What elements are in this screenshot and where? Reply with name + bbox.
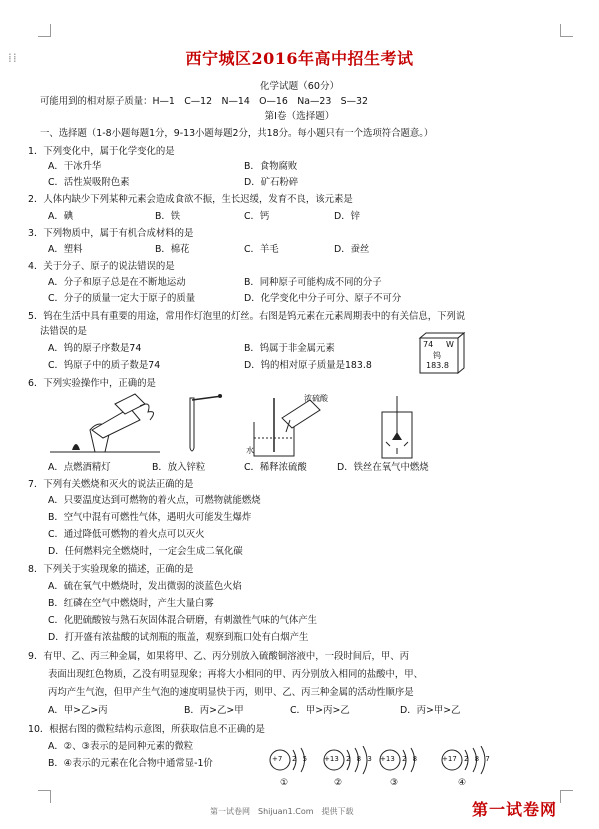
particle-diagram-3	[378, 746, 438, 796]
particle-diagram-4	[440, 746, 500, 796]
particle-4-shells: 2 8 7	[464, 755, 492, 763]
element-number: 74	[423, 340, 434, 349]
q6-option-d: D．铁丝在氧气中燃烧	[337, 462, 429, 473]
q4-option-b: B．同种原子可能构成不同的分子	[244, 277, 382, 288]
q3-option-d: D．蚕丝	[334, 244, 370, 255]
q1-option-a: A．干冰升华	[48, 161, 102, 172]
footer-text: 第一试卷网 Shijuan1.Com 提供下载	[210, 807, 354, 816]
alcohol-lamp-illustration	[40, 390, 170, 456]
q9-option-d: D．丙>甲>乙	[400, 705, 461, 716]
q5-option-a: A．钨的原子序数是74	[48, 343, 142, 354]
acid-label: 浓硫酸	[304, 394, 328, 403]
q9-option-b: B．丙>乙>甲	[184, 705, 244, 716]
q3-option-c: C．羊毛	[244, 244, 279, 255]
particle-4-label: ④	[458, 778, 467, 788]
question-7-stem: 7．下列有关燃烧和灭火的说法正确的是	[28, 479, 194, 490]
corner-mark-bottom-right	[560, 790, 573, 803]
q4-option-d: D．化学变化中分子可分、原子不可分	[244, 293, 402, 304]
q7-option-b: B．空气中混有可燃性气体，遇明火可能发生爆炸	[48, 512, 252, 523]
element-symbol: W	[446, 340, 454, 349]
q6-option-a: A．点燃酒精灯	[48, 462, 111, 473]
question-1-stem: 1．下列变化中，属于化学变化的是	[28, 146, 175, 157]
q5-option-d: D．钨的相对原子质量是183.8	[244, 360, 372, 371]
particle-1-nucleus: +7	[272, 755, 283, 763]
q10-option-b: B．④表示的元素在化合物中通常显-1价	[48, 758, 213, 769]
q1-option-b: B．食物腐败	[244, 161, 298, 172]
question-9-stem-line2: 表面出现红色物质，乙没有明显现象；再将大小相同的甲、丙分别放入相同的盐酸中，甲、	[48, 669, 424, 680]
particle-2-shells: 2 8 3	[346, 755, 374, 763]
corner-mark-top-right	[560, 24, 573, 37]
q6-option-b: B．放入锌粒	[152, 462, 206, 473]
q1-option-d: D．矿石粉碎	[244, 177, 299, 188]
q6-option-c: C．稀释浓硫酸	[244, 462, 307, 473]
element-name: 钨	[433, 351, 441, 360]
particle-1-shells: 2 5	[292, 755, 310, 763]
particle-4-nucleus: +17	[442, 755, 457, 763]
q9-option-c: C．甲>丙>乙	[290, 705, 350, 716]
particle-1-label: ①	[280, 778, 289, 788]
question-5-stem: 5．钨在生活中具有重要的用途，常用作灯泡里的灯丝。右图是钨元素在元素周期表中的有关信息，下列说	[28, 311, 466, 322]
q9-option-a: A．甲>乙>丙	[48, 705, 108, 716]
question-8-stem: 8．下列关于实验现象的描述，正确的是	[28, 564, 194, 575]
particle-diagram-1	[268, 746, 328, 796]
question-10-stem: 10．根据右图的微粒结构示意图，所获取信息不正确的是	[28, 724, 265, 735]
section-heading: 第Ⅰ卷（选择题）	[264, 111, 335, 122]
particle-diagram-2	[322, 746, 382, 796]
particle-3-shells: 2 8	[402, 755, 420, 763]
gas-jar-illustration	[372, 396, 422, 460]
question-9-stem: 9．有甲、乙、丙三种金属，如果将甲、乙、丙分别放入硫酸铜溶液中，一段时间后，甲、丙	[28, 651, 409, 662]
question-4-stem: 4．关于分子、原子的说法错误的是	[28, 261, 175, 272]
test-tube-illustration	[180, 392, 230, 458]
q3-option-b: B．棉花	[155, 244, 190, 255]
instruction: 一、选择题（1-8小题每题1分，9-13小题每题2分，共18分。每小题只有一个选项符合题意。）	[40, 128, 434, 139]
q5-option-c: C．钨原子中的质子数是74	[48, 360, 161, 371]
q2-option-a: A．碘	[48, 211, 74, 222]
q3-option-a: A．塑料	[48, 244, 83, 255]
question-3-stem: 3．下列物质中，属于有机合成材料的是	[28, 228, 194, 239]
q8-option-b: B．红磷在空气中燃烧时，产生大量白雾	[48, 598, 214, 609]
q2-option-b: B．铁	[155, 211, 181, 222]
q2-option-c: C．钙	[244, 211, 270, 222]
question-2-stem: 2．人体内缺少下列某种元素会造成食欲不振，生长迟缓，发育不良，该元素是	[28, 194, 353, 205]
corner-mark-top-left	[38, 24, 51, 37]
q4-option-a: A．分子和原子总是在不断地运动	[48, 277, 186, 288]
brand-watermark: 第一试卷网	[472, 800, 558, 819]
question-5-stem-continued: 法错误的是	[40, 326, 87, 337]
q8-option-a: A．硫在氧气中燃烧时，发出微弱的淡蓝色火焰	[48, 581, 242, 592]
q10-option-a: A．②、③表示的是同种元素的微粒	[48, 741, 194, 752]
q7-option-a: A．只要温度达到可燃物的着火点，可燃物就能燃烧	[48, 495, 261, 506]
q1-option-c: C．活性炭吸附色素	[48, 177, 130, 188]
q5-option-b: B．钨属于非金属元素	[244, 343, 335, 354]
q8-option-d: D．打开盛有浓盐酸的试剂瓶的瓶盖，观察到瓶口处有白烟产生	[48, 632, 309, 643]
q8-option-c: C．化肥硫酸铵与熟石灰固体混合研磨，有刺激性气味的气体产生	[48, 615, 318, 626]
element-tile	[416, 332, 466, 374]
question-6-stem: 6．下列实验操作中，正确的是	[28, 378, 156, 389]
q2-option-d: D．锌	[334, 211, 360, 222]
particle-3-label: ③	[390, 778, 399, 788]
particle-2-nucleus: +13	[324, 755, 339, 763]
water-label: 水	[246, 446, 254, 455]
q4-option-c: C．分子的质量一定大于原子的质量	[48, 293, 196, 304]
subtitle: 化学试题（60分）	[259, 81, 340, 92]
page-title: 西宁城区2016年高中招生考试	[185, 49, 414, 68]
q7-option-d: D．任何燃料完全燃烧时，一定会生成二氧化碳	[48, 546, 243, 557]
question-9-stem-line3: 丙均产生气泡，但甲产生气泡的速度明显快于丙，则甲、乙、丙三种金属的活动性顺序是	[48, 687, 414, 698]
particle-2-label: ②	[334, 778, 343, 788]
atomic-masses: 可能用到的相对原子质量：H—1 C—12 N—14 O—16 Na—23 S—32	[40, 96, 368, 107]
q7-option-c: C．通过降低可燃物的着火点可以灭火	[48, 529, 205, 540]
corner-mark-bottom-left	[38, 790, 51, 803]
drag-handle-icon[interactable]: ⁞⁞	[8, 51, 18, 65]
particle-3-nucleus: +13	[380, 755, 395, 763]
element-mass: 183.8	[426, 361, 449, 370]
